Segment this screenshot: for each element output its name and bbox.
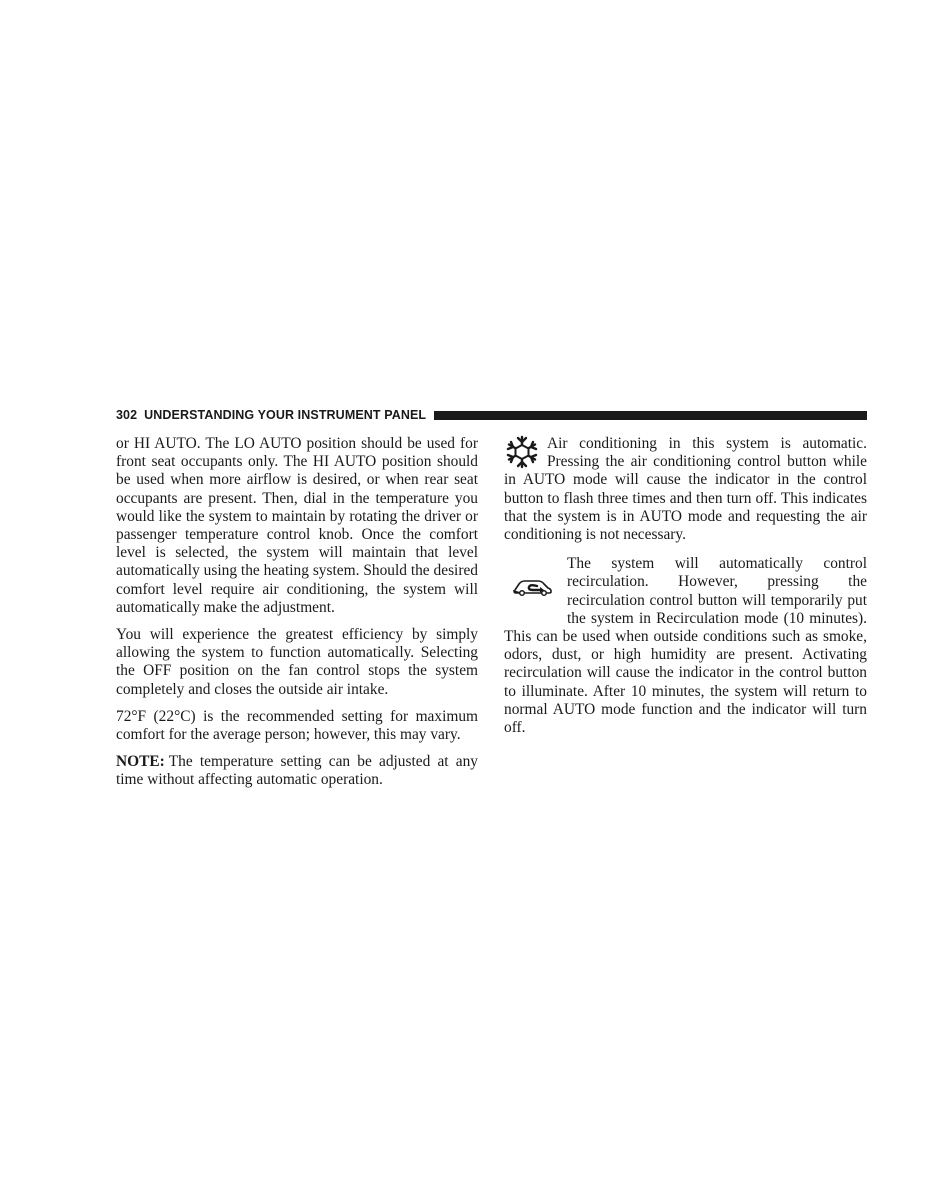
ac-section [504, 435, 867, 544]
page-header [116, 407, 867, 423]
note-text: The temperature setting can be adjusted at any time without affecting automatic operation. [116, 753, 478, 789]
header-rule [434, 411, 867, 420]
section-title: UNDERSTANDING YOUR INSTRUMENT PANEL [144, 408, 427, 422]
right-column [504, 435, 867, 746]
recirculation-icon [504, 555, 567, 610]
left-column [116, 435, 478, 799]
paragraph-efficiency: You will experience the greatest efficiency by simply allowing the system to function automatically. Selecting the OFF position on the fan control stops the system completely and closes the outside air intake. [116, 626, 478, 698]
note-label: NOTE: [116, 753, 165, 771]
paragraph-lo-hi-auto: or HI AUTO. The LO AUTO position should be used for front seat occupants only. The HI AUTO position should be used when more airflow is desired, or when rear seat occupants are present. Then, dial in the temperature you would like the system to maintain by rotating the driver or passenger temperature control knob. Once the comfort level is selected, the system will maintain that level automatically using the heating system. Should the desired comfort level require air conditioning, the system will automatically make the adjustment. [116, 435, 478, 616]
snowflake-icon [504, 435, 547, 471]
recirculation-section [504, 555, 867, 737]
note-paragraph [116, 753, 478, 789]
paragraph-recommended-setting: 72°F (22°C) is the recommended setting for maximum comfort for the average person; however, this may vary. [116, 707, 478, 744]
page-number: 302 [116, 408, 138, 422]
recirculation-paragraph: The system will automatically control recirculation. However, pressing the recirculation control button will temporarily put the system in Recirculation mode (10 minutes). This can be used when outside conditions such as smoke, odors, dust, or high humidity are present. Activating recirculation will cause the indicator in the control button to illuminate. After 10 minutes, the system will return to normal AUTO mode function and the indicator will turn off. [504, 555, 867, 737]
ac-paragraph: Air conditioning in this system is automatic. Pressing the air conditioning control button while in AUTO mode will cause the indicator in the control button to flash three times and then turn off. This indicates that the system is in AUTO mode and requesting the air conditioning is not necessary. [504, 435, 867, 544]
